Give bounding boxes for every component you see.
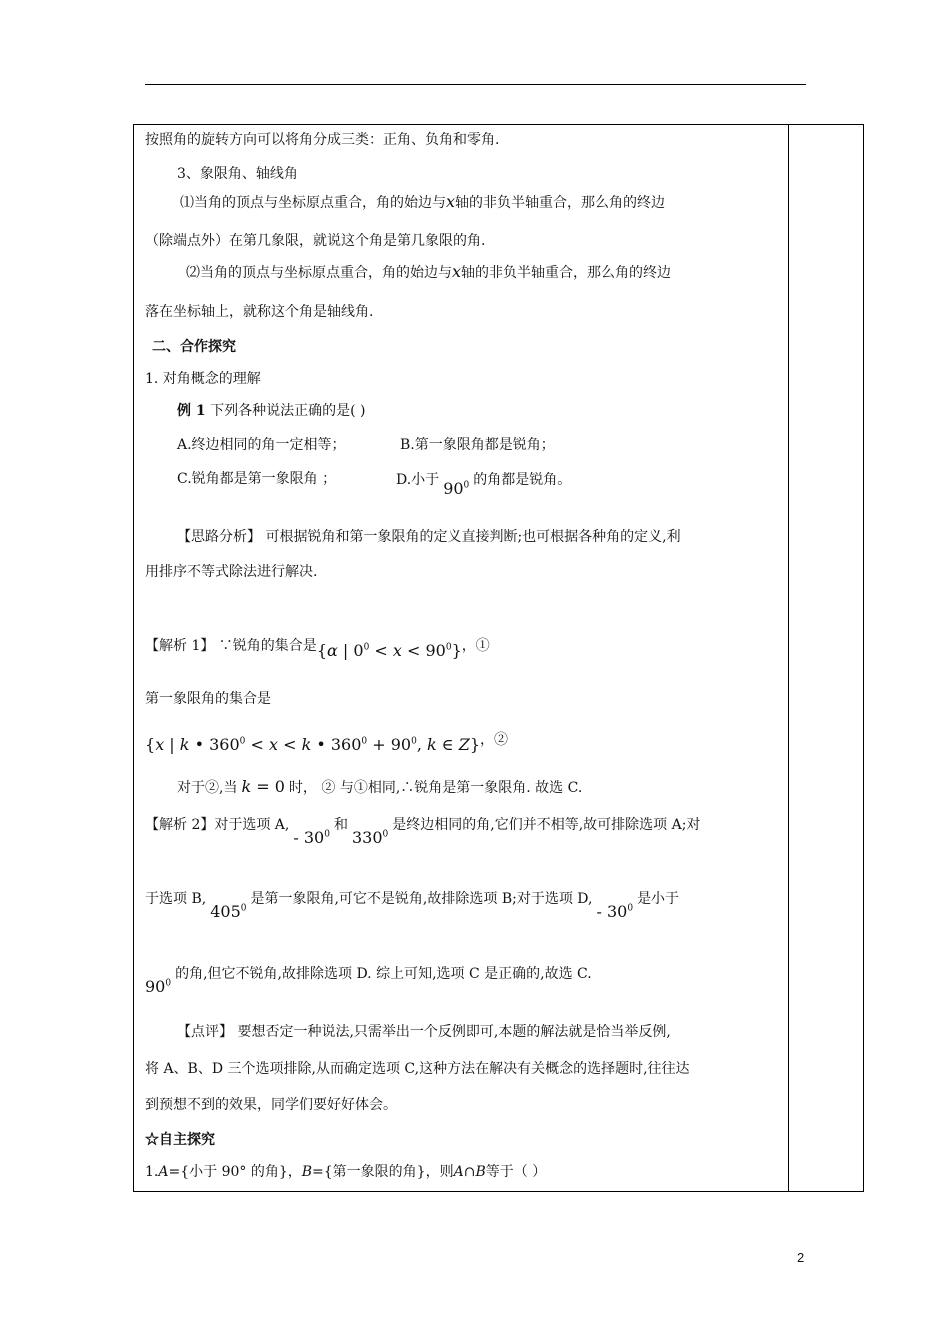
- text-line: ⑴当角的顶点与坐标原点重合，角的始边与x轴的非负半轴重合，那么角的终边: [180, 192, 666, 211]
- table-column-divider: [788, 124, 789, 1192]
- self-study-title: ☆自主探究: [145, 1132, 215, 1148]
- analysis-line: 用排序不等式除法进行解决.: [145, 564, 318, 580]
- option-c: C.锐角都是第一象限角 ；: [177, 471, 337, 487]
- header-rule: [145, 84, 806, 85]
- text-line: ⑵当角的顶点与坐标原点重合，角的始边与x轴的非负半轴重合，那么角的终边: [186, 262, 672, 281]
- analysis-line: 【思路分析】 可根据锐角和第一象限角的定义直接判断;也可根据各种角的定义,利: [177, 529, 681, 545]
- text-line: （除端点外）在第几象限，就说这个角是第几象限的角.: [145, 233, 486, 249]
- text-line: 落在坐标轴上，就称这个角是轴线角.: [145, 304, 374, 320]
- formula-line: {x | k • $360^0 < x < k$ • $360^0 + 90^0$, k ∈ Z}，②: [145, 732, 509, 754]
- text-line: 第一象限角的集合是: [145, 691, 271, 707]
- option-b: B.第一象限角都是锐角；: [400, 437, 555, 453]
- option-a: A.终边相同的角一定相等；: [177, 437, 346, 453]
- comment-line: 将 A、B、D 三个选项排除,从而确定选项 C,这种方法在解决有关概念的选择题时,往往达: [145, 1061, 690, 1077]
- solution-2: 【解析 2】对于选项 A,- $30^0$和$330^0$是终边相同的角,它们并不相等,故可排除选项 A;对: [145, 817, 701, 847]
- solution-1: 【解析 1】 ∵锐角的集合是{α | $0^0 < x < 90^0$}，①: [145, 638, 490, 660]
- section-heading: 3、象限角、轴线角: [177, 166, 298, 182]
- section-title: 二、合作探究: [152, 339, 236, 355]
- question-1: 1.A={小于 90° 的角}，B={第一象限的角}，则A∩B等于（ ）: [145, 1164, 547, 1180]
- text-line: 按照角的旋转方向可以将角分成三类：正角、负角和零角.: [145, 132, 500, 148]
- solution-1-conclusion: 对于②,当 k = 0 时， ② 与①相同,∴锐角是第一象限角. 故选 C.: [177, 777, 583, 796]
- page-number: 2: [797, 1250, 805, 1265]
- example-line: 例 1 下列各种说法正确的是( ): [177, 403, 366, 419]
- solution-2-line: $90^0$的角,但它不锐角,故排除选项 D. 综上可知,选项 C 是正确的,故选 C.: [145, 966, 592, 996]
- comment-line: 【点评】 要想否定一种说法,只需举出一个反例即可,本题的解法就是恰当举反例,: [177, 1024, 671, 1040]
- option-d: D.小于 $90^0$ 的角都是锐角。: [396, 472, 572, 498]
- solution-2-line: 于选项 B,405$^0$是第一象限角,可它不是锐角,故排除选项 B;对于选项 D,- $30^0$是小于: [145, 891, 680, 921]
- subsection-title: 1. 对角概念的理解: [145, 371, 261, 387]
- comment-line: 到预想不到的效果，同学们要好好体会。: [145, 1097, 397, 1113]
